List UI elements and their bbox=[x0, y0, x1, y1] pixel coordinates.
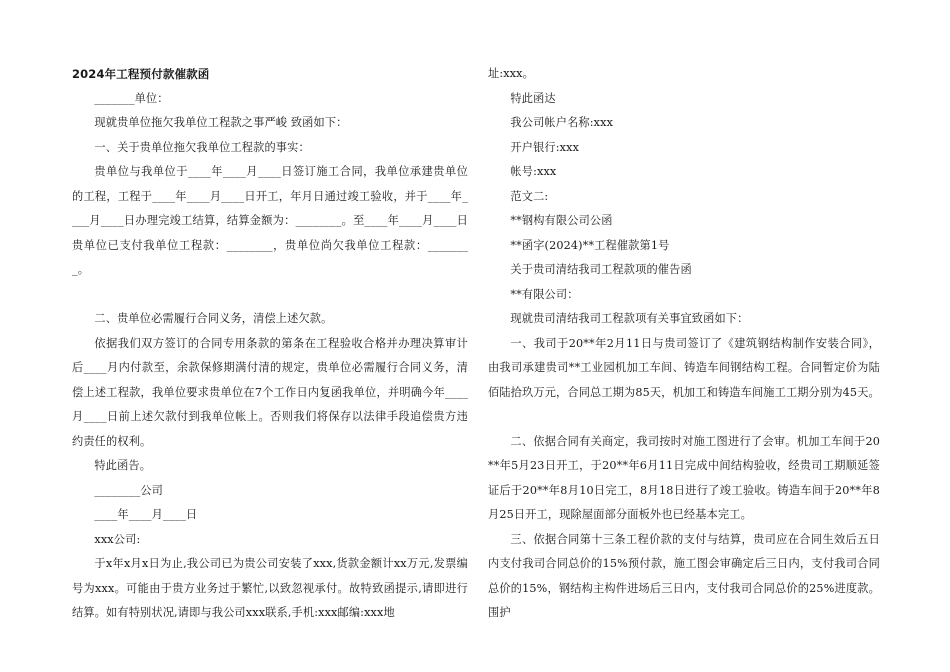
point-one: 一、我司于20**年2月11日与贵司签订了《建筑钢结构制作安装合同》，由我司承建贵司**工业园机加工车间、铸造车间钢结构工程。合同暂定价为陆佰陆拾玖万元，合同总工期为85天，机加工和铸造车间施工工期分别为45天。 bbox=[488, 336, 880, 399]
signature-company: ________公司 bbox=[94, 483, 164, 497]
signature-date: ____年____月____日 bbox=[94, 508, 198, 521]
account-name: 我公司帐户名称:xxx bbox=[510, 116, 614, 129]
section-one-heading: 一、关于贵单位拖欠我单位工程款的事实： bbox=[94, 140, 310, 154]
point-two: 二、依据合同有关商定，我司按时对施工图进行了会审。机加工车间于20**年5月23日开工，于20**年6月11日完成中间结构验收，经贵司工期顺延签证后于20**年8月10日完工，8月18日进行了竣工验收。铸造车间于20**年8月25日开工，现除屋面部分面板外也已经基本完工。 bbox=[488, 434, 880, 521]
section-two-heading: 二、贵单位必需履行合同义务，清偿上述欠款。 bbox=[94, 312, 333, 325]
blank-line bbox=[72, 283, 468, 308]
intro-paragraph: 现就贵单位拖欠我单位工程款之事严峻 致函如下： bbox=[94, 116, 348, 129]
section-one-body: 贵单位与我单位于____年____月____日签订施工合同，我单位承建贵单位的工程，工程于____年____月____日开工，年月日通过竣工验收，并于____年____月____日办理完竣工结算，结算金额为：________。至____年____月____日贵单位已支付我单位工程款：________，贵单位尚欠我单位工程款：________。 bbox=[72, 165, 468, 276]
bank-name: 开户银行:xxx bbox=[510, 140, 580, 154]
recipient-line: _______单位： bbox=[94, 91, 169, 105]
letter-recipient: **有限公司： bbox=[510, 287, 579, 301]
blank-line bbox=[488, 405, 880, 430]
closing-notice: 特此函告。 bbox=[94, 459, 152, 472]
second-letter-body: 于x年x月x日为止,我公司已为贵公司安装了xxx,货款金额计xx万元,发票编号为xxx。可能由于贵方业务过于繁忙,以致忽视承付。故特致函提示,请即进行结算。如有特别状况,请即与我公司xxx联系,手机:xxx邮编:xxx地 bbox=[72, 557, 468, 619]
section-two-body: 依据我们双方签订的合同专用条款的第条在工程验收合格并办理决算审计后____月内付款至，余款保修期满付清的规定，贵单位必需履行合同义务，清偿上述工程款，我单位要求贵单位在7个工作日内复函我单位，并明确今年____月____日前上述欠款付到我单位帐上。否则我们将保存以法律手段追偿贵方违约责任的权利。 bbox=[72, 336, 468, 448]
letter-reference: **函字(2024)**工程催款第1号 bbox=[510, 238, 670, 252]
letterhead: **钢构有限公司公函 bbox=[510, 214, 613, 227]
account-number: 帐号:xxx bbox=[510, 165, 557, 178]
right-column bbox=[488, 62, 880, 626]
address-continuation: 址:xxx。 bbox=[488, 67, 534, 80]
sample-two-heading: 范文二: bbox=[510, 189, 549, 203]
point-three: 三、依据合同第十三条工程价款的支付与结算，贵司应在合同生效后五日内支付我司合同总价的15%预付款，施工图会审确定后三日内，支付我司合同总价的15%，钢结构主构件进场后三日内，支付我司合同总价的25%进度款。围护 bbox=[488, 532, 880, 619]
closing-notice-2: 特此函达 bbox=[510, 91, 556, 105]
letter-intro: 现就贵司清结我司工程款项有关事宜致函如下： bbox=[510, 312, 749, 325]
left-column bbox=[72, 62, 468, 626]
letter-subject: 关于贵司清结我司工程款项的催告函 bbox=[510, 263, 692, 276]
document-title: 2024年工程预付款催款函 bbox=[72, 67, 210, 81]
second-letter-recipient: xxx公司: bbox=[94, 532, 141, 546]
